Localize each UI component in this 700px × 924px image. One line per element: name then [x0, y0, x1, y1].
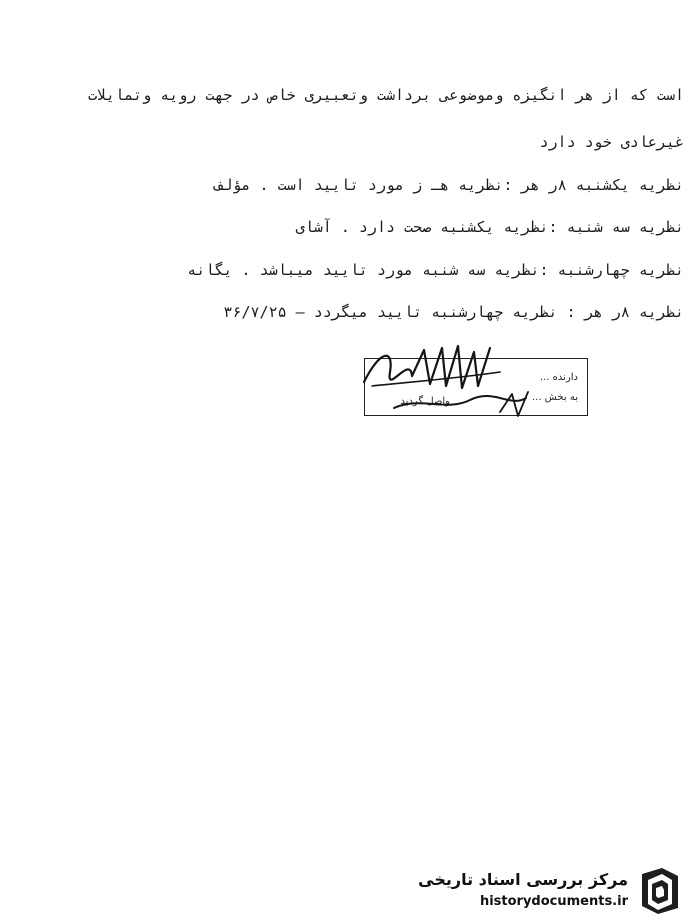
receipt-stamp: [350, 342, 600, 432]
stamp-line-2: به بخش ...: [531, 392, 578, 403]
archive-logo-icon: [636, 864, 684, 916]
text-line-2: غیرعادی خود دارد: [539, 133, 684, 151]
stamp-line-3: واصل گردید: [400, 396, 450, 407]
text-line-3: نظریه یکشنبه ۸ر هر :نظریه هـ ز مورد تایید است . مؤلف: [214, 176, 684, 194]
archive-watermark: [410, 860, 690, 920]
text-line-4: نظریه سه شنبه :نظریه یکشنبه صحت دارد . آشای: [295, 218, 684, 236]
text-line-5: نظریه چهارشنبه :نظریه سه شنبه مورد تایید میباشد . یگانه: [187, 261, 684, 279]
handwritten-signature: [350, 342, 600, 432]
stamp-line-1: دارنده ...: [539, 372, 578, 383]
text-line-6: نظریه ۸ر هر : نظریه چهارشنبه تایید میگردد — ۳۶/۷/۲۵: [223, 303, 684, 321]
text-line-1: است که از هر انگیزه وموضوعی برداشت وتعبیری خاص در جهت رویه وتمایلات: [87, 86, 684, 104]
watermark-url: historydocuments.ir: [479, 894, 628, 909]
watermark-title: مرکز بررسی اسناد تاریخی: [418, 870, 628, 889]
